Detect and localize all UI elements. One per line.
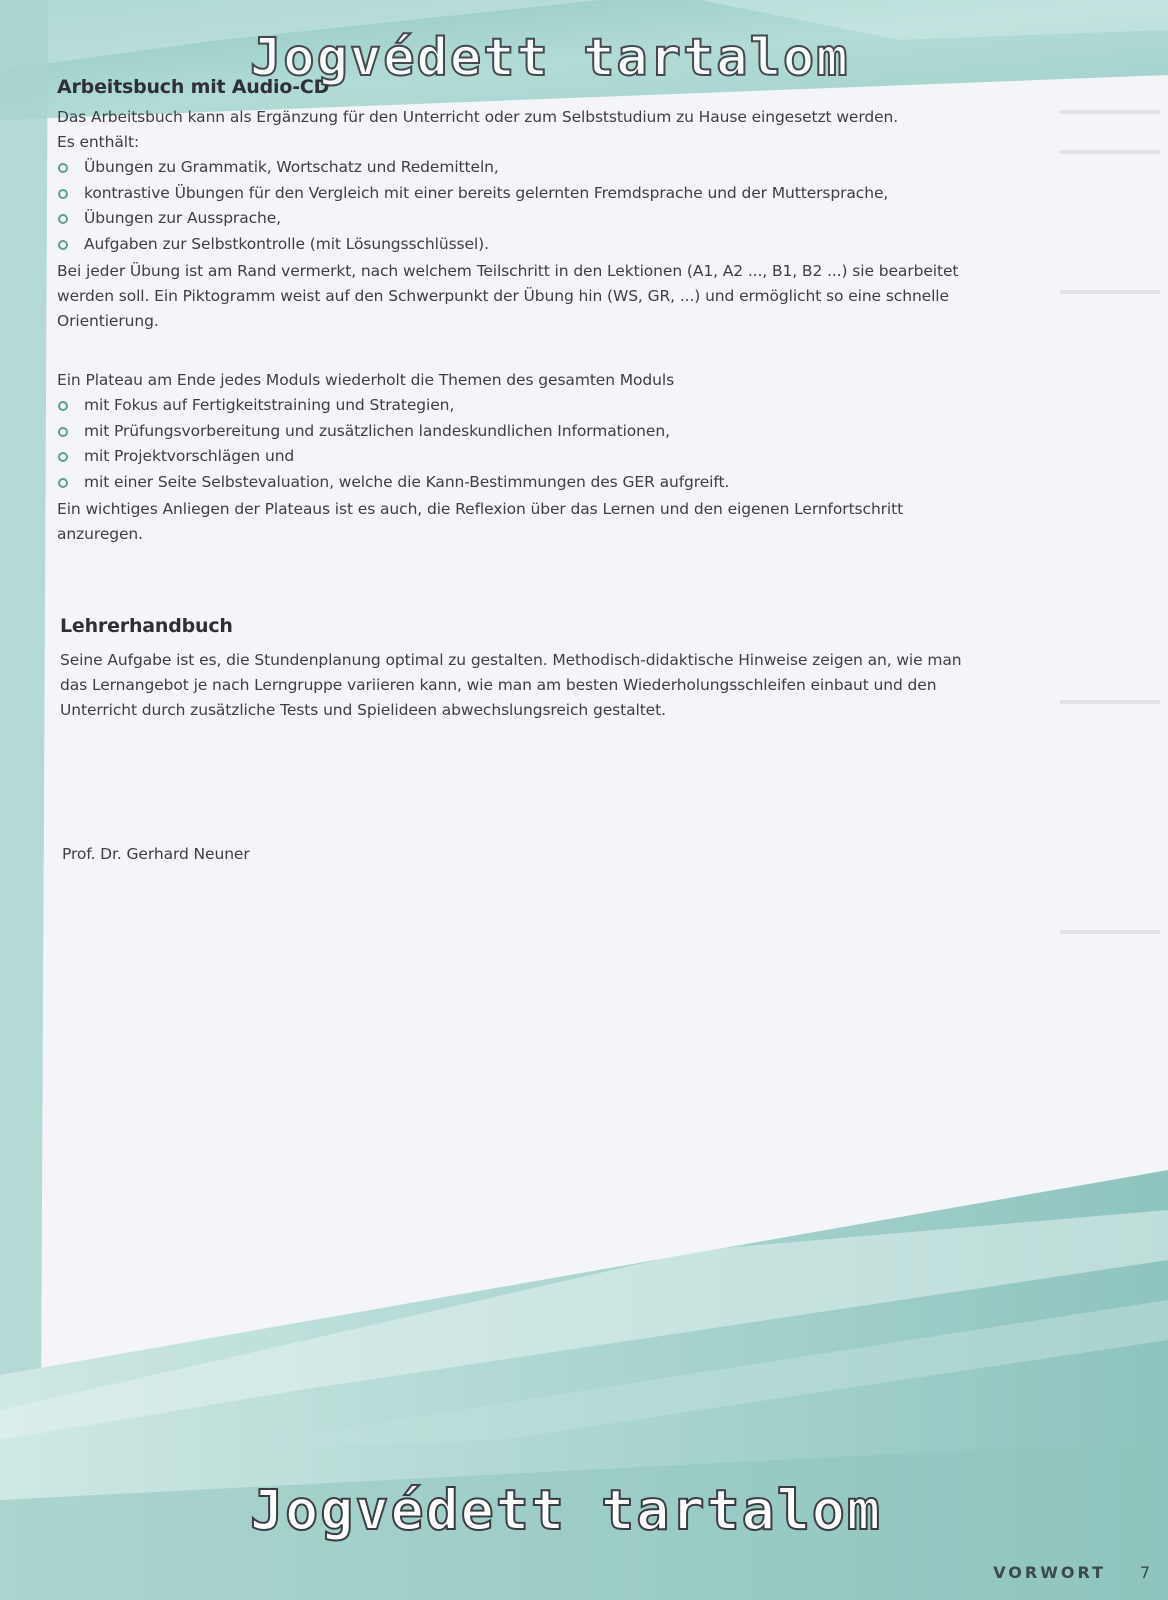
- paragraph-line: Orientierung.: [57, 312, 159, 330]
- page-number: 7: [1139, 1563, 1150, 1582]
- paragraph-line: Ein wichtiges Anliegen der Plateaus ist es auch, die Reflexion über das Lernen und den eigenen Lernfortschritt: [57, 500, 904, 518]
- list-item: Aufgaben zur Selbstkontrolle (mit Lösungsschlüssel).: [57, 232, 888, 258]
- paragraph-line: Seine Aufgabe ist es, die Stundenplanung optimal zu gestalten. Methodisch-didaktische Hinweise zeigen an, wie man: [60, 651, 962, 669]
- paragraph-line: Unterricht durch zusätzliche Tests und Spielideen abwechslungsreich gestaltet.: [60, 701, 666, 719]
- bullet-list-contents: [57, 155, 888, 257]
- list-item: mit Projektvorschlägen und: [57, 444, 729, 470]
- paragraph-line: das Lernangebot je nach Lerngruppe variieren kann, wie man am besten Wiederholungsschleifen einbaut und den: [60, 676, 937, 694]
- bullet-ring-icon: [58, 478, 68, 488]
- bullet-ring-icon: [58, 240, 68, 250]
- bullet-ring-icon: [58, 452, 68, 462]
- bullet-ring-icon: [58, 401, 68, 411]
- bullet-ring-icon: [58, 214, 68, 224]
- list-item: mit Fokus auf Fertigkeitstraining und Strategien,: [57, 393, 729, 419]
- watermark-top: Jogvédett tartalom: [250, 28, 850, 88]
- intro-line: Es enthält:: [57, 133, 140, 151]
- paragraph-plateau: Ein Plateau am Ende jedes Moduls wiederholt die Themen des gesamten Moduls: [57, 371, 675, 389]
- paragraph-line: Bei jeder Übung ist am Rand vermerkt, nach welchem Teilschritt in den Lektionen (A1, A2 ..., B1, B2 ...) sie bearbeitet: [57, 262, 959, 280]
- list-item: Übungen zur Aussprache,: [57, 206, 888, 232]
- signature: Prof. Dr. Gerhard Neuner: [62, 845, 250, 863]
- list-item: Übungen zu Grammatik, Wortschatz und Redemitteln,: [57, 155, 888, 181]
- paragraph-line: werden soll. Ein Piktogramm weist auf den Schwerpunkt der Übung hin (WS, GR, ...) und ermöglicht so eine schnelle: [57, 287, 949, 305]
- paragraph-line: anzuregen.: [57, 525, 143, 543]
- bullet-ring-icon: [58, 189, 68, 199]
- bullet-list-plateau: [57, 393, 729, 495]
- bullet-ring-icon: [58, 163, 68, 173]
- list-item: mit Prüfungsvorbereitung und zusätzlichen landeskundlichen Informationen,: [57, 419, 729, 445]
- list-item: mit einer Seite Selbstevaluation, welche die Kann-Bestimmungen des GER aufgreift.: [57, 470, 729, 496]
- list-item: kontrastive Übungen für den Vergleich mit einer bereits gelernten Fremdsprache und der Muttersprache,: [57, 181, 888, 207]
- watermark-bottom: Jogvédett tartalom: [250, 1478, 883, 1542]
- footer-section-label: VORWORT: [993, 1563, 1106, 1582]
- intro-line: Das Arbeitsbuch kann als Ergänzung für den Unterricht oder zum Selbststudium zu Hause eingesetzt werden.: [57, 108, 899, 126]
- section-heading-arbeitsbuch: Arbeitsbuch mit Audio-CD: [57, 76, 330, 98]
- bullet-ring-icon: [58, 427, 68, 437]
- section-heading-lehrerhandbuch: Lehrerhandbuch: [60, 615, 233, 637]
